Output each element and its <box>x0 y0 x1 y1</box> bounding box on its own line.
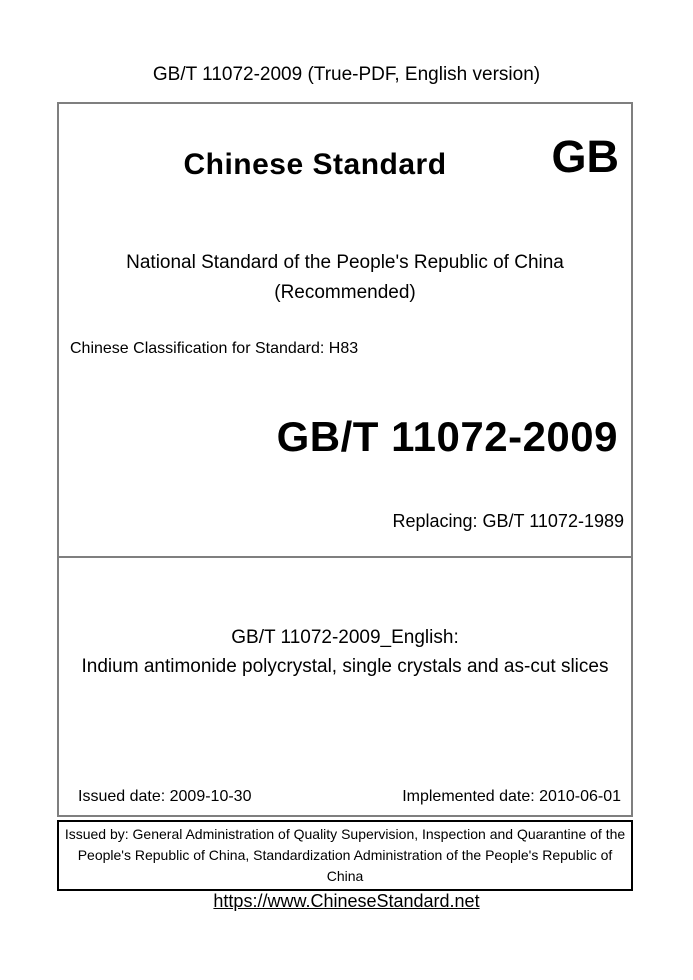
standard-code: GB/T 11072-2009 <box>276 413 618 460</box>
issuer-text: Issued by: General Administration of Quality Supervision, Inspection and Quarantine of the People's Republic of China, Standardization Administration of the People's Republic of China <box>64 826 626 884</box>
national-standard-block <box>59 248 631 308</box>
section-divider <box>59 556 631 558</box>
brand-title: Chinese Standard <box>183 148 447 181</box>
dates-row <box>78 788 621 806</box>
classification-label: Chinese Classification for Standard: H83 <box>70 340 359 357</box>
implemented-date: Implemented date: 2010-06-01 <box>402 788 621 805</box>
replacing-note: Replacing: GB/T 11072-1989 <box>392 511 624 531</box>
page-header-title: GB/T 11072-2009 (True-PDF, English version) <box>152 64 541 85</box>
footer-link[interactable]: https://www.ChineseStandard.net <box>213 891 480 911</box>
gb-logo: GB <box>551 131 619 182</box>
footer <box>0 891 693 912</box>
english-title-block <box>59 623 631 681</box>
issuer-box <box>57 820 633 891</box>
english-title: Indium antimonide polycrystal, single crystals and as-cut slices <box>81 656 609 677</box>
recommended-line: (Recommended) <box>274 282 416 303</box>
national-standard-line: National Standard of the People's Republic of China <box>126 252 564 273</box>
english-title-label: GB/T 11072-2009_English: <box>231 627 459 648</box>
cover-frame <box>57 102 633 817</box>
issued-date: Issued date: 2009-10-30 <box>78 788 252 805</box>
